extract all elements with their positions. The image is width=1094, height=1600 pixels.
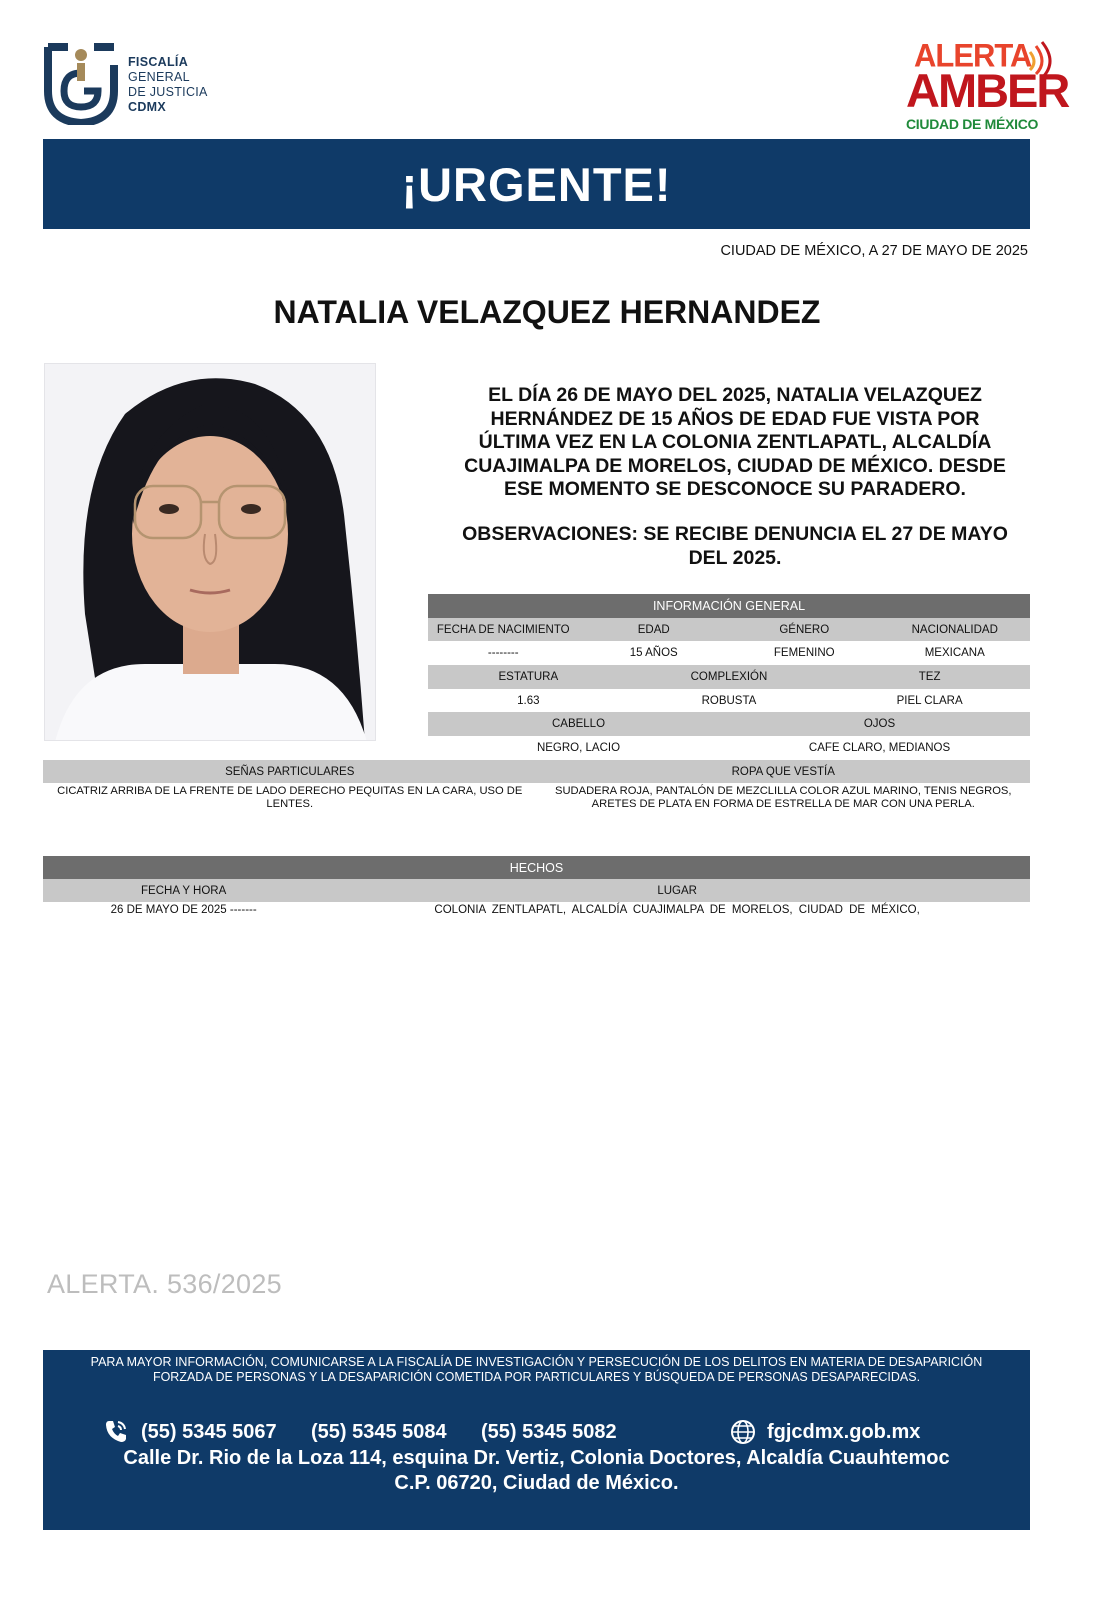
height-value: 1.63	[517, 694, 540, 707]
header-hair: CABELLO	[551, 718, 606, 731]
globe-icon	[729, 1418, 757, 1446]
marks-line: LENTES.	[266, 798, 314, 810]
build-value: ROBUSTA	[701, 694, 757, 707]
observations	[440, 523, 1030, 570]
table-row	[428, 689, 1030, 713]
description-line: CUAJIMALPA DE MORELOS, CIUDAD DE MÉXICO. DESDE	[464, 454, 1006, 477]
phone-icon	[103, 1418, 129, 1444]
header-nationality: NACIONALIDAD	[911, 623, 998, 636]
table-title-row	[428, 594, 1030, 618]
header-build: COMPLEXIÓN	[690, 670, 768, 683]
address	[43, 1446, 1030, 1496]
table-title-row	[43, 856, 1030, 879]
table-title: INFORMACIÓN GENERAL	[652, 598, 806, 613]
logo-line: CDMX	[128, 100, 167, 114]
amber-logo-line1: ALERTA	[914, 37, 1032, 74]
urgent-title: ¡URGENTE!	[401, 157, 672, 211]
birth-date-value: --------	[487, 647, 519, 660]
case-description	[440, 384, 1030, 502]
observation-line: OBSERVACIONES: SE RECIBE DENUNCIA EL 27 DE MAYO	[462, 523, 1008, 545]
contact-footer	[43, 1350, 1030, 1530]
table-header-row	[428, 618, 1030, 642]
header-distinctive-marks: SEÑAS PARTICULARES	[225, 765, 355, 778]
observation-line: DEL 2025.	[688, 546, 782, 569]
footer-note	[63, 1355, 1010, 1385]
date-time-value: 26 DE MAYO DE 2025 -------	[110, 904, 257, 916]
urgent-banner	[43, 139, 1030, 229]
place-value: COLONIA ZENTLAPATL, ALCALDÍA CUAJIMALPA DE MORELOS, CIUDAD DE MÉXICO,	[434, 904, 920, 916]
amber-logo-line2: AMBER	[906, 64, 1069, 117]
alerta-amber-logo	[906, 37, 1069, 134]
table-header-row	[43, 760, 1030, 783]
logo-line: GENERAL	[128, 70, 190, 84]
distinctive-marks-value	[43, 785, 537, 811]
description-line: EL DÍA 26 DE MAYO DEL 2025, NATALIA VELAZQUEZ	[488, 384, 982, 406]
marks-clothing-table	[43, 760, 1030, 811]
clothing-line: ARETES DE PLATA EN FORMA DE ESTRELLA DE MAR CON UNA PERLA.	[591, 798, 975, 810]
table-header-row	[43, 879, 1030, 902]
phone-number[interactable]: (55) 5345 5067	[141, 1421, 277, 1443]
header-clothing: ROPA QUE VESTÍA	[731, 765, 835, 778]
clothing-value	[537, 785, 1031, 811]
phone-number[interactable]: (55) 5345 5082	[481, 1421, 617, 1443]
address-line: Calle Dr. Rio de la Loza 114, esquina Dr. Vertiz, Colonia Doctores, Alcaldía Cuauhtemoc	[123, 1447, 950, 1469]
facts-table	[43, 856, 1030, 918]
table-row	[43, 902, 1030, 918]
clothing-line: SUDADERA ROJA, PANTALÓN DE MEZCLILLA COLOR AZUL MARINO, TENIS NEGROS,	[554, 785, 1012, 797]
person-photo	[44, 363, 376, 741]
nationality-value: MEXICANA	[924, 647, 985, 660]
description-line: ESE MOMENTO SE DESCONOCE SU PARADERO.	[504, 478, 966, 500]
contact-row	[43, 1418, 1030, 1446]
logo-line: DE JUSTICIA	[128, 85, 208, 99]
logo-line: FISCALÍA	[128, 55, 189, 69]
table-header-row	[428, 665, 1030, 689]
hair-value: NEGRO, LACIO	[536, 741, 621, 754]
date-line: CIUDAD DE MÉXICO, A 27 DE MAYO DE 2025	[720, 243, 1028, 259]
address-line: C.P. 06720, Ciudad de México.	[394, 1472, 679, 1494]
table-header-row	[428, 712, 1030, 736]
alert-number: ALERTA. 536/2025	[47, 1269, 282, 1299]
phone-number[interactable]: (55) 5345 5084	[311, 1421, 447, 1443]
footer-note-line: PARA MAYOR INFORMACIÓN, COMUNICARSE A LA FISCALÍA DE INVESTIGACIÓN Y PERSECUCIÓN DE LOS DELITOS EN MATERIA DE DESAPARICIÓN	[90, 1355, 983, 1369]
general-info-table	[428, 594, 1030, 760]
header-age: EDAD	[637, 623, 670, 636]
person-name: NATALIA VELAZQUEZ HERNANDEZ	[273, 294, 821, 330]
fgj-logo-icon	[44, 43, 118, 125]
table-row	[428, 736, 1030, 760]
marks-line: CICATRIZ ARRIBA DE LA FRENTE DE LADO DERECHO PEQUITAS EN LA CARA, USO DE	[57, 785, 523, 797]
fgj-cdmx-logo	[44, 43, 224, 129]
header-eyes: OJOS	[863, 718, 896, 731]
amber-logo-line3: CIUDAD DE MÉXICO	[906, 116, 1039, 132]
description-line: ÚLTIMA VEZ EN LA COLONIA ZENTLAPATL, ALCALDÍA	[478, 431, 992, 453]
facts-title: HECHOS	[509, 860, 564, 875]
header-date-time: FECHA Y HORA	[141, 884, 227, 897]
table-row	[428, 641, 1030, 665]
description-line: HERNÁNDEZ DE 15 AÑOS DE EDAD FUE VISTA POR	[490, 407, 980, 430]
header-height: ESTATURA	[498, 670, 559, 683]
website-link[interactable]: fgjcdmx.gob.mx	[767, 1421, 921, 1443]
gender-value: FEMENINO	[773, 647, 835, 660]
header-gender: GÉNERO	[779, 623, 830, 636]
eyes-value: CAFE CLARO, MEDIANOS	[808, 741, 951, 754]
fgj-logo-text	[128, 55, 208, 115]
header-complexion: TEZ	[918, 670, 941, 683]
footer-note-line: FORZADA DE PERSONAS Y LA DESAPARICIÓN COMETIDA POR PARTICULARES Y BÚSQUEDA DE PERSONAS DESAPARECIDAS.	[152, 1370, 921, 1384]
header-place: LUGAR	[657, 884, 697, 897]
table-row	[43, 783, 1030, 811]
header-birth-date: FECHA DE NACIMIENTO	[436, 623, 570, 636]
age-value: 15 AÑOS	[629, 647, 678, 660]
complexion-value: PIEL CLARA	[896, 694, 963, 707]
